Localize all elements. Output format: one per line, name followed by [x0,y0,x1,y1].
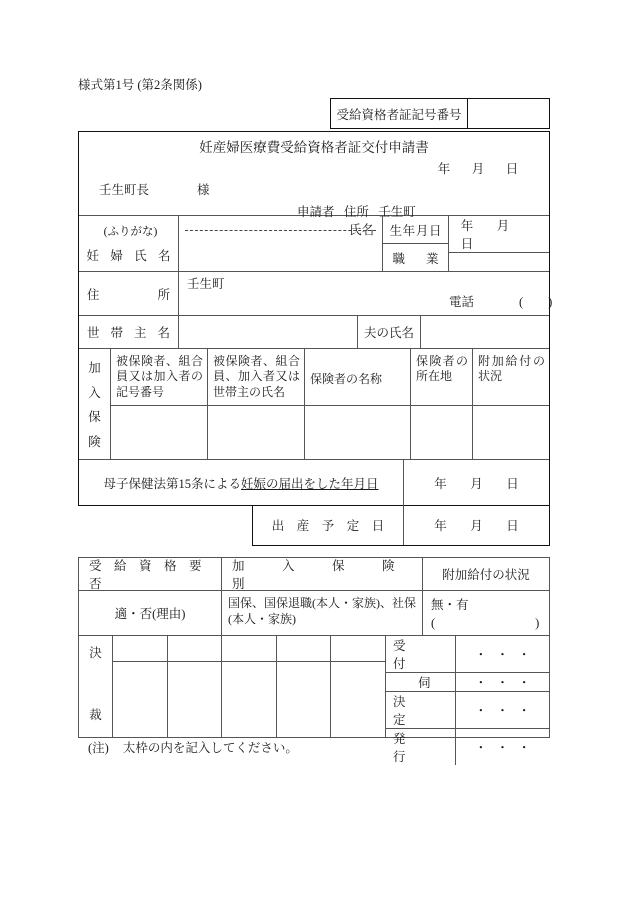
telephone-label: 電話 [449,295,475,309]
additional-benefit-options[interactable]: 無・有( ) [431,598,540,630]
approval-row-issue [386,729,549,765]
insurance-side-label [79,349,111,459]
insurance-col-header-2: 保険者の名称 [305,349,411,405]
insurance-value-2[interactable] [305,406,411,459]
applicant-address-value[interactable]: 壬生町 [378,205,416,219]
approval-row-inquiry [386,673,549,692]
approval-label-inquiry: 伺 [386,673,456,691]
occupation-value[interactable] [449,253,549,271]
note-marker: (注) [88,741,109,755]
office-header-row [79,558,549,591]
row-pregnancy-notification [79,460,549,505]
application-date[interactable] [427,163,529,176]
form-title: 妊産婦医療費受給資格者証交付申請書 [199,140,429,155]
application-date-day: 日 [505,162,519,176]
qualification-header: 受 給 資 格 要 否 [79,558,222,590]
decision-label [79,636,113,737]
approval-label-issue: 発 行 [386,729,456,765]
pregnant-name-label: 妊 婦 氏 名 [86,249,171,263]
pregnancy-notification-date[interactable] [404,460,549,505]
husband-name-label: 夫の氏名 [358,316,421,348]
notification-month: 月 [470,476,483,491]
pregnancy-notification-prefix: 母子保健法第15条による [103,476,241,491]
qualification-options[interactable]: 適・否(理由) [79,591,222,635]
due-date-label: 出 産 予 定 日 [253,505,404,545]
notification-year: 年 [434,476,447,491]
decision-stamp-column[interactable] [222,636,277,737]
due-date-day: 日 [506,519,519,533]
insurance-value-1[interactable] [208,406,305,459]
certificate-number-box [330,98,550,129]
insurance-header-row [111,349,549,406]
due-date-value[interactable] [404,505,549,545]
decision-stamp-column[interactable] [168,636,223,737]
approval-label-decision: 決 定 [386,692,456,728]
row-household-head [79,316,549,349]
husband-name-value[interactable] [421,316,549,348]
addressee: 壬生町長 [99,183,150,197]
approval-dot: ・ [474,676,488,690]
dob-day: 日 [460,237,474,251]
address-label: 住 所 [79,272,179,315]
pregnancy-notification-label [79,460,404,505]
insurance-value-3[interactable] [411,406,473,459]
due-date-month: 月 [470,519,483,533]
insurance-col-header-4: 附加給付の状況 [478,354,545,384]
note-text: 太枠の内を記入してください。 [122,741,298,755]
decision-stamp-column[interactable] [277,636,332,737]
approval-dot: ・ [517,741,531,755]
approval-dot: ・ [474,704,488,718]
insurance-side-char-3: 険 [88,434,101,449]
insurance-type-header: 加 入 保 険 別 [222,558,423,590]
application-date-year: 年 [437,162,451,176]
approval-row-decision [386,692,549,729]
approval-dots-issue[interactable] [456,729,549,765]
decision-stamp-column[interactable] [331,636,386,737]
applicant-address-label: 住所 [343,205,369,219]
pregnancy-notification-underlined: 妊娠の届出をした年月日 [241,476,379,491]
insurance-value-row [111,406,549,459]
dob-occupation-values [449,216,549,271]
row-address [79,272,553,316]
approval-rows [386,636,549,764]
addressee-honorific: 様 [197,183,210,197]
insurance-side-char-2: 保 [88,410,101,425]
address-value-cell[interactable] [179,272,553,315]
decision-label-char-1: 裁 [89,708,102,722]
application-date-month: 月 [471,162,485,176]
approval-dot: ・ [496,648,509,662]
approval-dot: ・ [474,648,488,662]
telephone-value: ( ) [519,295,553,309]
form-code: 様式第1号 (第2条関係) [78,78,202,92]
decision-stamp-columns [113,636,386,737]
approval-dot: ・ [517,676,531,690]
approval-dot: ・ [496,704,509,718]
occupation-label: 職 業 [392,251,439,266]
insurance-side-char-1: 入 [88,385,101,400]
address-town-value: 壬生町 [187,277,225,291]
due-date-year: 年 [434,519,447,533]
insurance-grid [111,349,549,459]
furigana-dotted-line [185,230,376,231]
approval-dot: ・ [474,741,488,755]
main-form-box [78,131,553,506]
decision-label-char-0: 決 [89,646,102,660]
insurance-col-header-1: 被保険者、組合員、加入者又は世帯主の氏名 [208,349,305,405]
approval-dots-receipt[interactable] [456,636,549,672]
dob-value[interactable] [449,216,549,253]
pregnant-name-input[interactable] [179,216,383,271]
household-head-label: 世 帯 主 名 [79,316,179,348]
insurance-col-header-3: 保険者の所在地 [411,349,473,405]
insurance-type-options[interactable]: 国保、国保退職(本人・家族)、社保(本人・家族) [222,591,423,635]
approval-row-receipt [386,636,549,673]
approval-dot: ・ [496,741,509,755]
dob-year: 年 [460,219,474,233]
pregnant-name-label-cell [79,216,179,271]
insurance-value-0[interactable] [111,406,208,459]
row-due-date [252,505,550,546]
additional-benefit-header: 附加給付の状況 [442,568,530,582]
row-applicant-name [79,216,549,272]
applicant-name-label: 氏名 [349,223,375,237]
approval-dot: ・ [496,676,509,690]
approval-label-receipt: 受 付 [386,636,456,672]
dob-month: 月 [496,219,510,233]
decision-stamp-column[interactable] [113,636,168,737]
office-subheader-row [79,591,549,636]
applicant-label: 申請者 [297,205,335,219]
row-insurance [79,349,549,460]
approval-dot: ・ [517,648,531,662]
form-note [88,742,298,755]
insurance-value-4[interactable] [473,406,549,459]
insurance-side-char-0: 加 [88,361,101,376]
notification-day: 日 [506,476,519,491]
dob-label: 生 年 月 日 [383,216,448,244]
dob-occupation-labels [383,216,449,271]
approval-dots-inquiry[interactable] [456,673,549,691]
approval-dot: ・ [517,704,531,718]
certificate-number-label: 受給資格者証記号番号 [331,99,468,128]
furigana-label: (ふりがな) [103,226,158,238]
approval-dots-decision[interactable] [456,692,549,728]
certificate-number-value[interactable] [468,99,549,128]
household-head-value[interactable] [179,316,358,348]
insurance-col-header-0: 被保険者、組合員又は加入者の記号番号 [111,349,208,405]
